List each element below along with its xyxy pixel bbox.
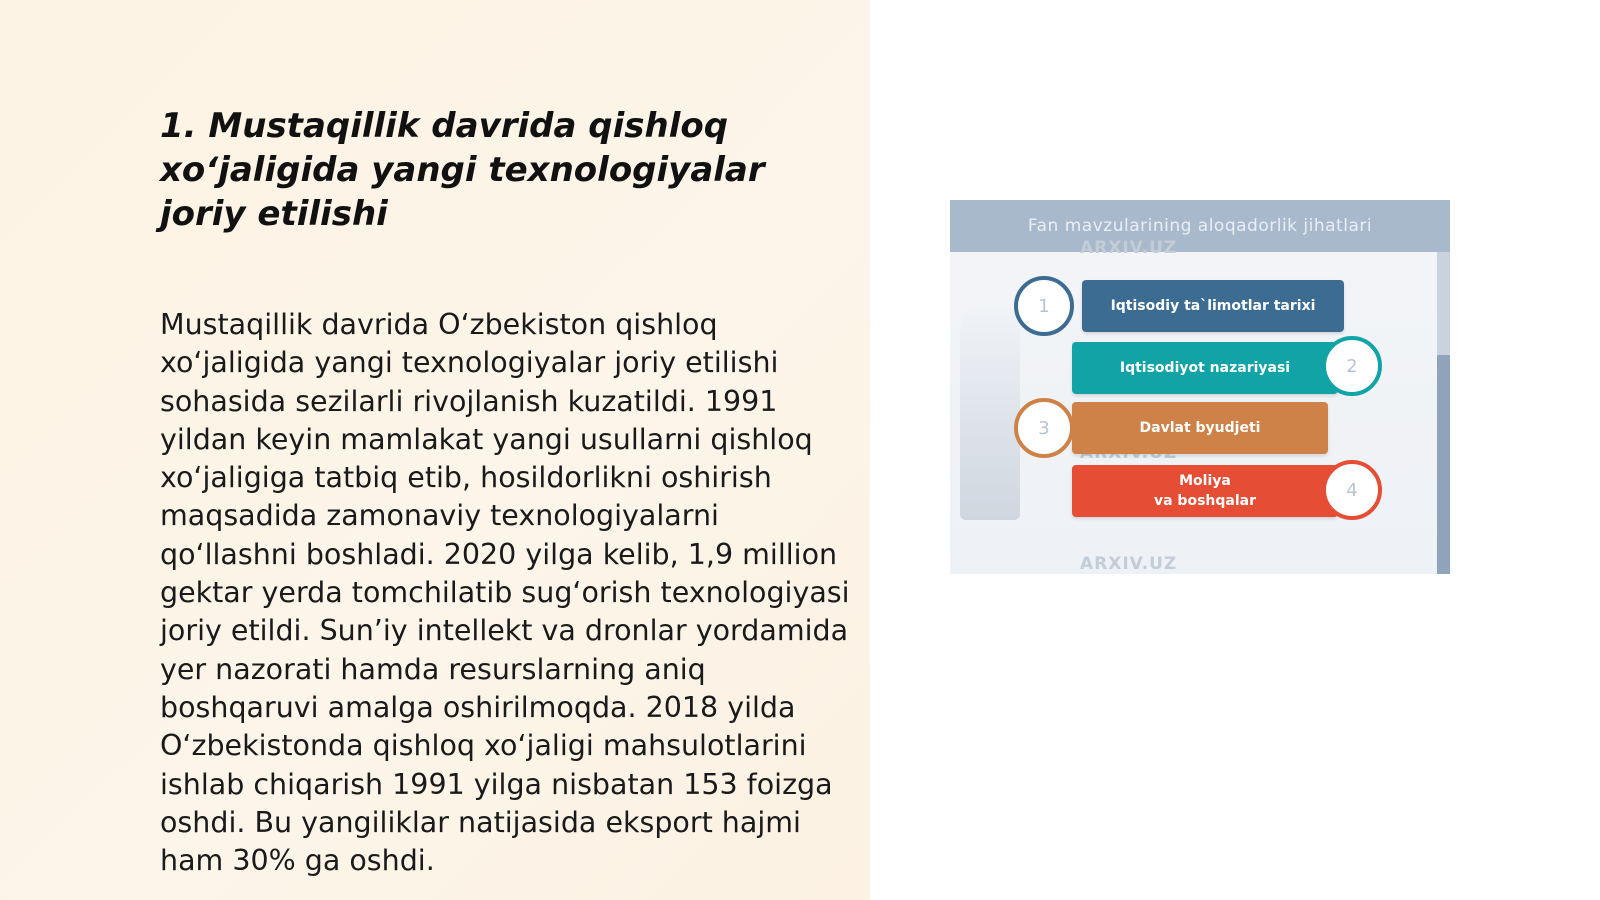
number-circle-3: 3	[1014, 398, 1074, 458]
diagram-item-4: Moliya va boshqalar	[1072, 465, 1338, 517]
faded-background-figure	[960, 300, 1020, 520]
diagram-header-text: Fan mavzularining aloqadorlik jihatlari	[1027, 216, 1373, 236]
slide-title: 1. Mustaqillik davrida qishloq xo‘jaligida yangi texnologiyalar joriy etilishi	[160, 106, 765, 234]
number-circle-1: 1	[1014, 276, 1074, 336]
diagram-item-1: Iqtisodiy ta`limotlar tarixi	[1082, 280, 1344, 332]
slide-body-text: Mustaqillik davrida O‘zbekiston qishloq xo‘jaligida yangi texnologiyalar joriy etilishi sohasida sezilarli rivojlanish kuzatildi. 1991 yildan keyin mamlakat yangi usullarni qishloq xo‘jaligiga tatbiq etib, hosildorlikni oshirish maqsadida zamonaviy texnologiyalarni qo‘llashni boshladi. 2020 yilga kelib, 1,9 million gektar yerda tomchilatib sug‘orish texnologiyasi joriy etildi. Sun’iy intellekt va dronlar yordamida yer nazorati hamda resurslarning aniq boshqaruvi amalga oshirilmoqda. 2018 yilda O‘zbekistonda qishloq xo‘jaligi mahsulotlarini ishlab chiqarish 1991 yilga nisbatan 153 foizga oshdi. Bu yangiliklar natijasida eksport hajmi ham 30% ga oshdi.	[160, 308, 850, 878]
diagram-item-2: Iqtisodiyot nazariyasi	[1072, 342, 1338, 394]
watermark: ARXIV.UZ	[1080, 238, 1178, 258]
number-circle-2: 2	[1322, 336, 1382, 396]
embedded-diagram-image	[950, 200, 1450, 574]
diagram-item-3: Davlat byudjeti	[1072, 402, 1328, 454]
number-circle-4: 4	[1322, 460, 1382, 520]
diagram-side-bar-accent	[1437, 355, 1450, 574]
watermark: ARXIV.UZ	[1080, 554, 1178, 574]
diagram-header	[950, 200, 1450, 252]
